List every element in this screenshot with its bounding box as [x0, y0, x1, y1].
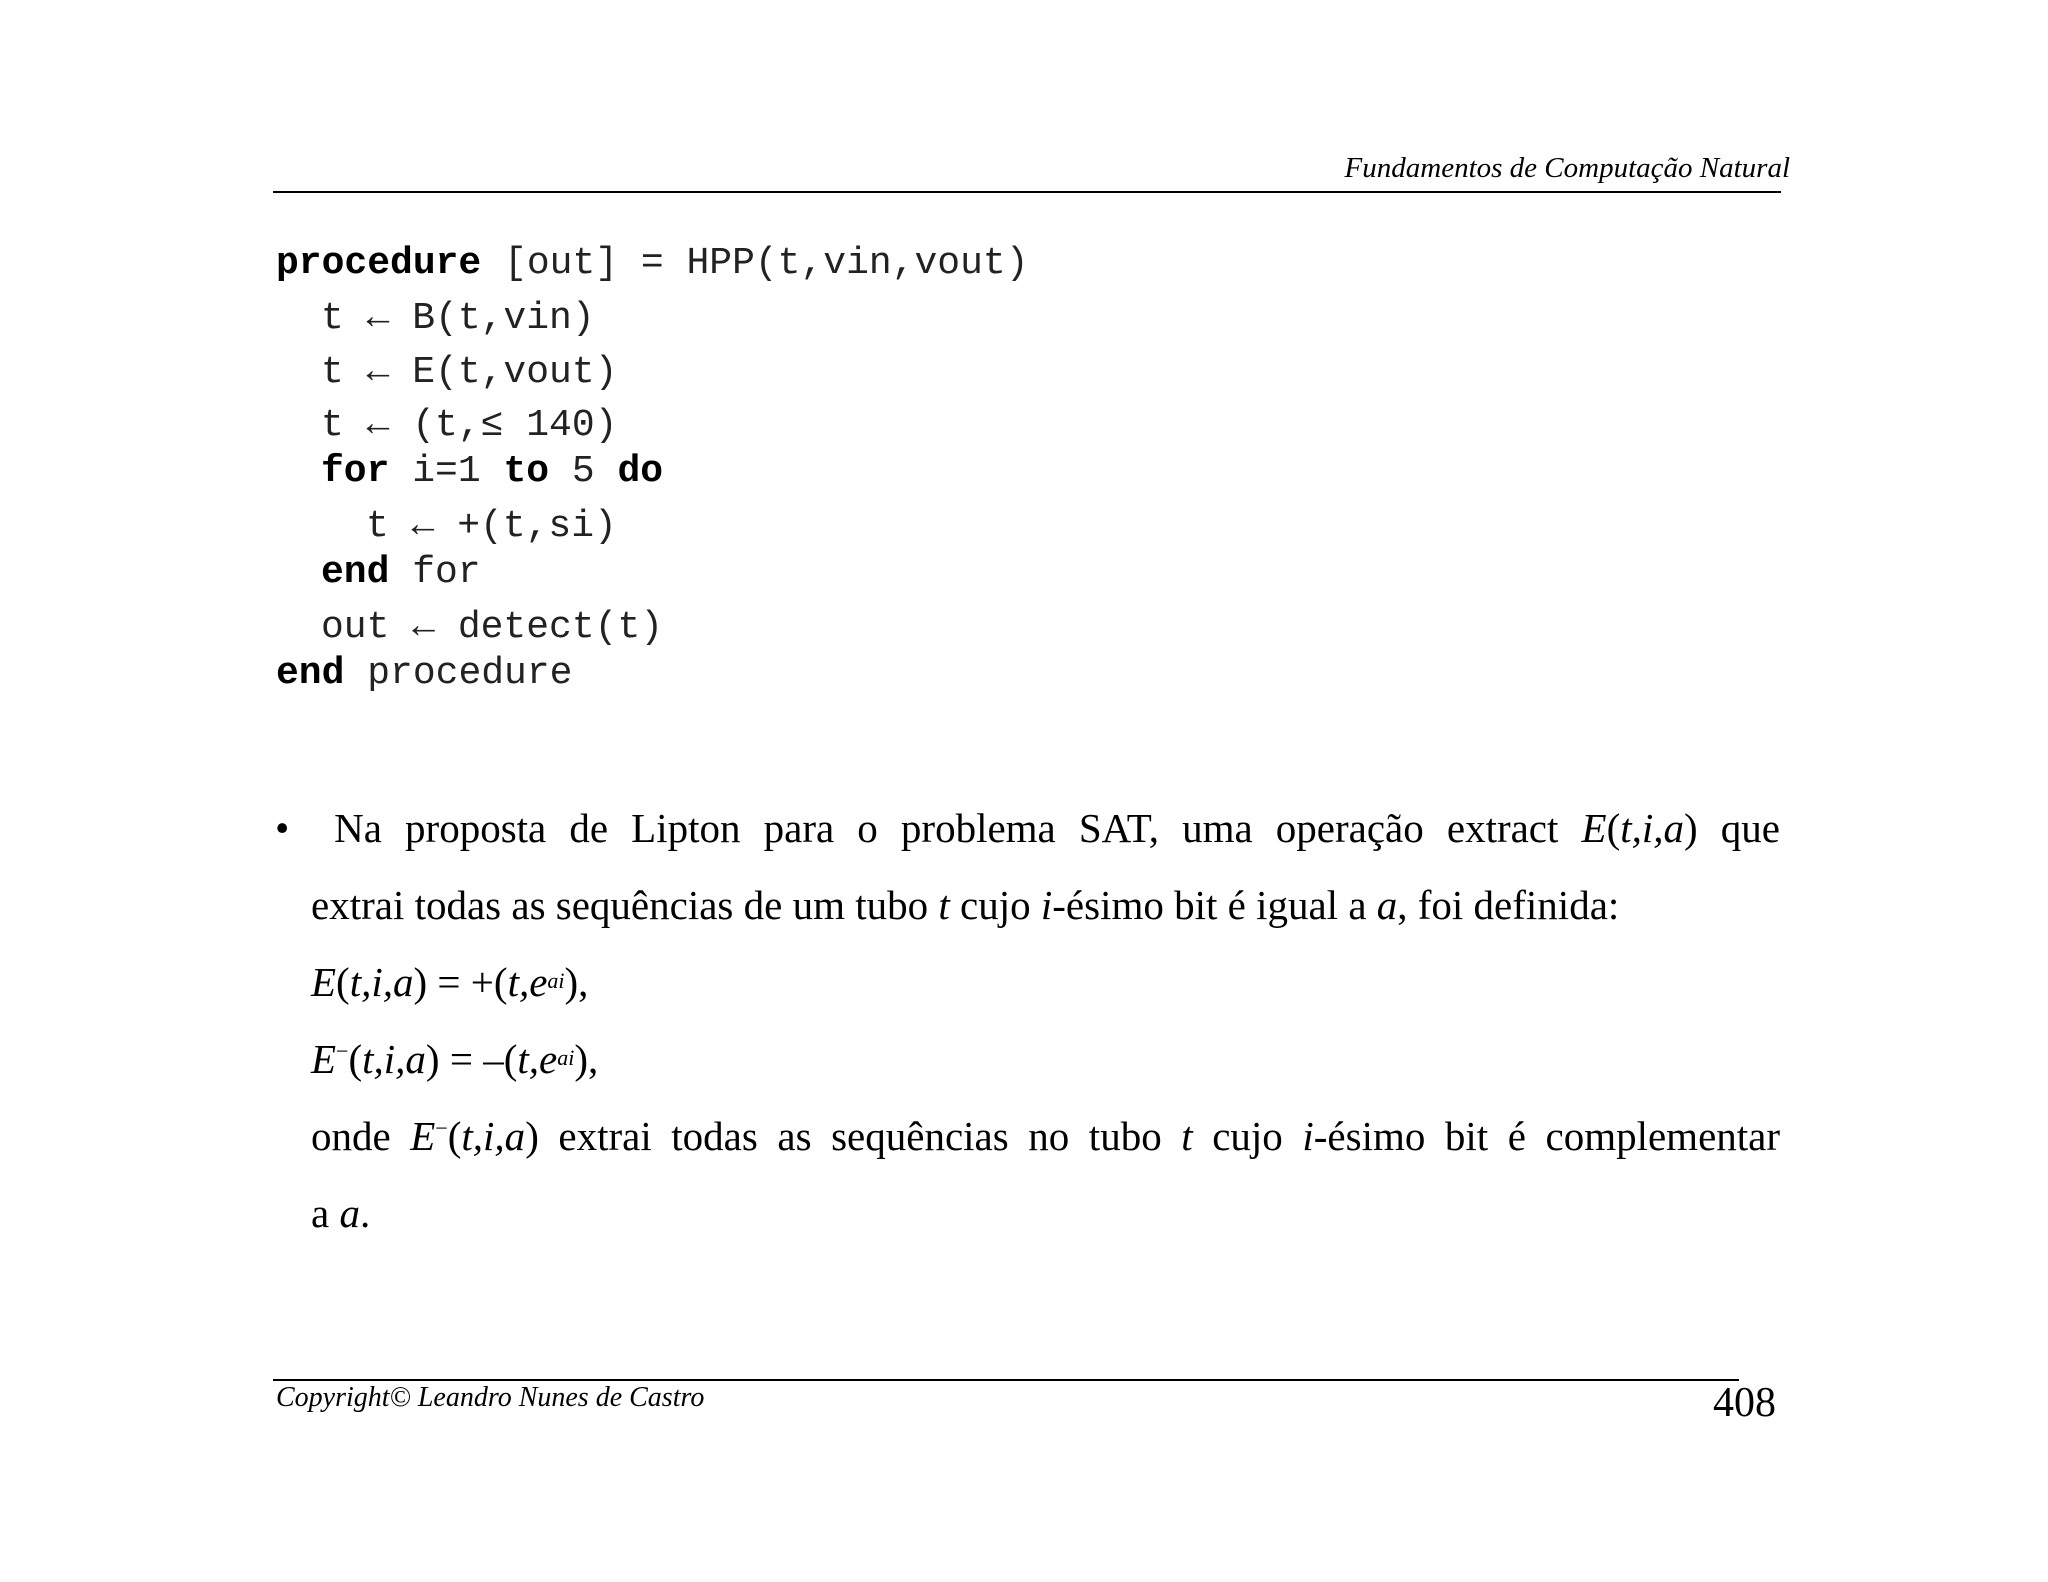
code-line-4: t ← (t,≤ 140) [321, 404, 618, 447]
pseudocode-block [276, 0, 1029, 695]
code-line-8: out ← detect(t) [321, 606, 664, 649]
copyright-notice: Copyright© Leandro Nunes de Castro [276, 1382, 705, 1413]
code-text: procedure [344, 652, 573, 695]
code-line-9 [276, 652, 572, 695]
code-text: for [389, 551, 481, 594]
code-keyword: end [276, 652, 345, 695]
code-line-5 [321, 450, 663, 493]
bullet-paragraph-line-4: a a. [311, 1190, 371, 1236]
code-keyword: procedure [276, 242, 482, 285]
formula-extract-complement: E−(t,i,a) = –(t,eai), [311, 1036, 599, 1082]
code-text: [out] = HPP(t,vin,vout) [481, 242, 1029, 285]
running-header: Fundamentos de Computação Natural [1344, 152, 1790, 184]
code-text: 5 [549, 450, 618, 493]
code-line-7 [321, 551, 481, 594]
code-keyword: end [321, 551, 390, 594]
code-keyword: do [617, 450, 664, 493]
formula-extract: E(t,i,a) = +(t,eai), [311, 959, 589, 1005]
footer-divider [273, 1379, 1739, 1381]
header-divider [273, 191, 1781, 193]
code-keyword: to [503, 450, 550, 493]
bullet-paragraph-line-3: onde E−(t,i,a) extrai todas as sequências no tubo t cujo i-ésimo bit é complementar [311, 1113, 1781, 1159]
code-line-2: t ← B(t,vin) [321, 297, 595, 340]
body-text [275, 790, 1780, 1252]
bullet-paragraph-line-2: extrai todas as sequências de um tubo t cujo i-ésimo bit é igual a a, foi definida: [311, 882, 1620, 928]
bullet-icon: • [275, 805, 290, 851]
code-line-3: t ← E(t,vout) [321, 351, 618, 394]
code-keyword: for [321, 450, 390, 493]
page-number: 408 [1713, 1380, 1776, 1426]
bullet-paragraph-line-1: • Na proposta de Lipton para o problema SAT, uma operação extract E(t,i,a) que [275, 790, 1780, 867]
code-line-6: t ← +(t,si) [366, 505, 617, 548]
code-line-1 [276, 242, 1029, 285]
code-text: i=1 [389, 450, 504, 493]
